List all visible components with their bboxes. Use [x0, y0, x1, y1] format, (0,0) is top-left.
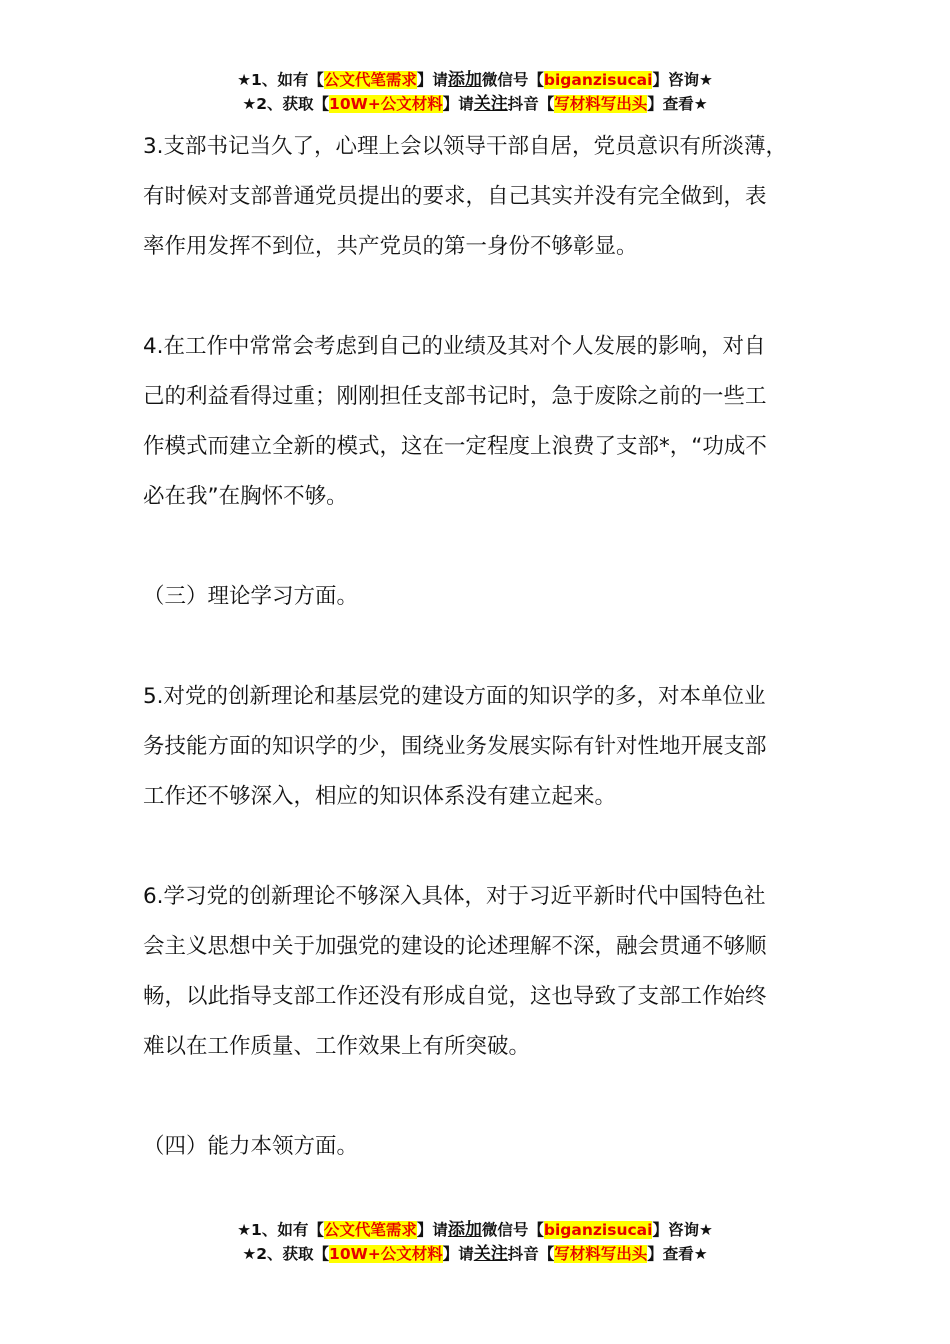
highlight-wechat-id: biganzisucai [543, 71, 653, 89]
underlined-follow: 关注 [473, 1244, 508, 1264]
star-icon: ★ [242, 95, 257, 113]
promo-banner-bottom [0, 1218, 950, 1266]
star-icon: ★ [237, 71, 252, 89]
section-heading-4: （四）能力本领方面。 [143, 1134, 359, 1159]
highlight-douyin-account: 写材料写出头 [554, 95, 648, 113]
highlight-wechat-id: biganzisucai [543, 1221, 653, 1239]
promo-line-1: ★1、如有【公文代笔需求】请添加微信号【biganzisucai】咨询★ [237, 70, 713, 90]
promo-line-2: ★2、获取【10W+公文材料】请关注抖音【写材料写出头】查看★ [242, 1244, 708, 1264]
section-heading-3: （三）理论学习方面。 [143, 584, 359, 609]
paragraph-6: 6.学习党的创新理论不够深入具体，对于习近平新时代中国特色社 会主义思想中关于加强党的建设的论述理解不深，融会贯通不够顺 畅，以此指导支部工作还没有形成自觉，这也导致了支部工作始终 难以在工作质量、工作效果上有所突破。 [143, 884, 767, 1059]
star-icon: ★ [242, 1245, 257, 1263]
highlight-materials: 10W+公文材料 [329, 1245, 443, 1263]
highlight-service: 公文代笔需求 [323, 1221, 417, 1239]
paragraph-5: 5.对党的创新理论和基层党的建设方面的知识学的多，对本单位业 务技能方面的知识学的少，围绕业务发展实际有针对性地开展支部 工作还不够深入，相应的知识体系没有建立起来。 [143, 684, 767, 809]
underlined-follow: 关注 [473, 94, 508, 114]
star-icon: ★ [237, 1221, 252, 1239]
highlight-service: 公文代笔需求 [323, 71, 417, 89]
paragraph-3: 3.支部书记当久了，心理上会以领导干部自居，党员意识有所淡薄， 有时候对支部普通党员提出的要求，自己其实并没有完全做到，表 率作用发挥不到位，共产党员的第一身份不够彰显。 [143, 134, 788, 259]
highlight-douyin-account: 写材料写出头 [554, 1245, 648, 1263]
underlined-add: 添加 [447, 1220, 482, 1240]
document-body [143, 122, 833, 1222]
highlight-materials: 10W+公文材料 [329, 95, 443, 113]
promo-banner-top [0, 68, 950, 116]
promo-line-2: ★2、获取【10W+公文材料】请关注抖音【写材料写出头】查看★ [242, 94, 708, 114]
underlined-add: 添加 [447, 70, 482, 90]
promo-line-1: ★1、如有【公文代笔需求】请添加微信号【biganzisucai】咨询★ [237, 1220, 713, 1240]
paragraph-4: 4.在工作中常常会考虑到自己的业绩及其对个人发展的影响，对自 己的利益看得过重；刚刚担任支部书记时，急于废除之前的一些工 作模式而建立全新的模式，这在一定程度上浪费了支部*，“功成不 必在我”在胸怀不够。 [143, 334, 767, 509]
